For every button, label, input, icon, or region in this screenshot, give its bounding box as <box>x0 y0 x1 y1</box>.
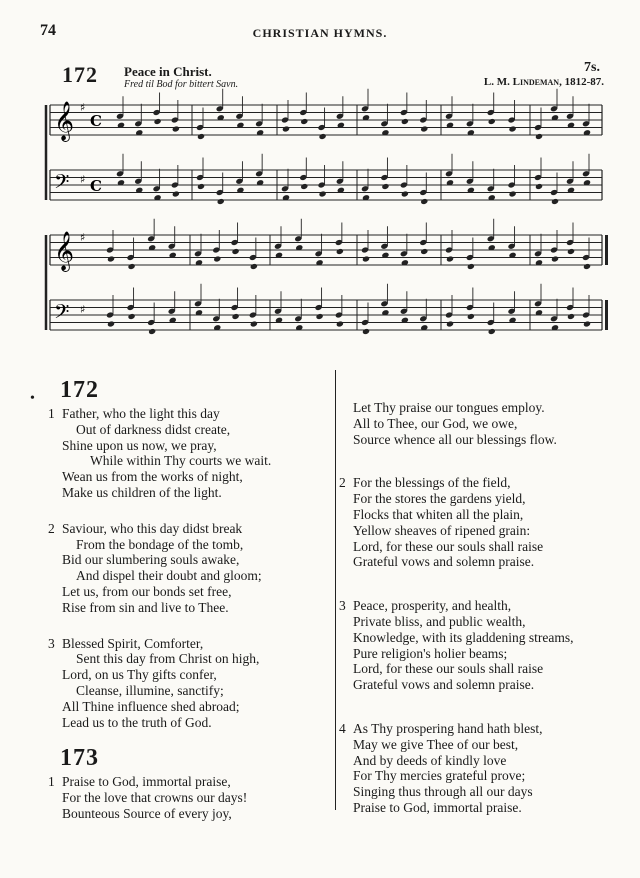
note-head <box>172 190 180 197</box>
hymn-number-heading: 173 <box>60 745 99 772</box>
verse-line: Sent this day from Christ on high, <box>76 651 260 667</box>
note-head <box>300 118 308 125</box>
music-score <box>0 0 640 370</box>
verse-line: All Thine influence shed abroad; <box>62 698 240 714</box>
note-head <box>217 198 225 205</box>
note-head <box>197 133 205 140</box>
verse-line: 4 As Thy prospering hand hath blest, <box>339 720 543 736</box>
verse-line: Knowledge, with its gladdening streams, <box>353 629 574 645</box>
note-head <box>232 248 240 255</box>
note-head <box>362 328 370 335</box>
verse-line: Bounteous Source of every joy, <box>62 805 232 821</box>
sharp-sign: ♯ <box>80 101 86 114</box>
verse-line: Flocks that whiten all the plain, <box>353 506 524 522</box>
sharp-sign: ♯ <box>80 231 86 244</box>
verse-line: 1 Praise to God, immortal praise, <box>48 774 231 790</box>
note-head <box>107 320 115 327</box>
verse-line: Bid our slumbering souls awake, <box>62 552 240 568</box>
sharp-sign: ♯ <box>80 173 86 186</box>
bass-clef: 𝄢 <box>54 170 70 198</box>
verse-line: Singing thus through all our days <box>353 784 533 800</box>
note-head <box>401 190 409 197</box>
stanza-number: 3 <box>48 635 55 651</box>
verse-line: Cleanse, illumine, sanctify; <box>76 682 224 698</box>
stanza <box>48 636 333 731</box>
note-head <box>467 263 475 270</box>
sharp-sign: ♯ <box>80 303 86 316</box>
stanza-number: 1 <box>48 406 55 421</box>
verse-line: 2 Saviour, who this day didst break <box>48 520 243 536</box>
composer: L. M. Lindeman, 1812-87. <box>483 76 604 88</box>
verse-line: Let Thy praise our tongues employ. <box>353 400 545 415</box>
tune-hymn-number: 172 <box>62 62 98 87</box>
note-head <box>420 248 428 255</box>
note-head <box>509 190 517 197</box>
running-head: CHRISTIAN HYMNS. <box>252 26 388 40</box>
note-head <box>420 198 428 205</box>
bass-clef: 𝄢 <box>54 300 70 328</box>
stanza <box>48 406 333 501</box>
verse-line: 3 Blessed Spirit, Comforter, <box>48 635 204 651</box>
verse-line: And by deeds of kindly love <box>353 752 507 768</box>
meter: 7s. <box>584 60 600 75</box>
note-head <box>148 328 156 335</box>
final-barline <box>605 300 608 330</box>
note-head <box>107 255 115 262</box>
verse-line: Grateful vows and solemn praise. <box>353 677 535 693</box>
note-head <box>250 263 258 270</box>
margin-dot: • <box>30 391 35 406</box>
note-head <box>583 263 591 270</box>
tune-subtitle: Fred til Bod for bittert Savn. <box>124 79 239 90</box>
note-head <box>567 248 575 255</box>
note-head <box>420 125 428 132</box>
final-barline <box>605 235 608 265</box>
note-head <box>213 255 221 262</box>
note-head <box>401 118 409 125</box>
note-head <box>488 118 496 125</box>
stanza <box>48 521 333 616</box>
verse-line: Pure religion's holier beams; <box>353 645 508 661</box>
score-systems <box>46 89 608 335</box>
note-head <box>446 255 454 262</box>
column-divider <box>335 370 336 810</box>
verse-line: And dispel their doubt and gloom; <box>76 568 262 584</box>
right-column <box>339 400 634 816</box>
verse-line: Wean us from the works of night, <box>62 469 243 485</box>
verse-line: For the stores the gardens yield, <box>353 491 526 507</box>
note-head <box>362 255 370 262</box>
time-signature: C <box>90 112 102 130</box>
note-head <box>551 198 559 205</box>
note-head <box>567 313 575 320</box>
stanza-number: 2 <box>48 520 55 536</box>
note-head <box>197 183 205 190</box>
verse-line: Lead us to the truth of God. <box>62 714 212 730</box>
verse-line: Let us, from our bonds set free, <box>62 583 232 599</box>
stanza <box>339 598 634 693</box>
note-head <box>316 313 324 320</box>
verse-line: Out of darkness didst create, <box>76 421 231 437</box>
note-head <box>467 313 475 320</box>
verse-line: For Thy mercies grateful prove; <box>353 768 526 784</box>
verse-line: 1 Father, who the light this day <box>48 406 220 421</box>
note-head <box>154 118 162 125</box>
stanza-number: 2 <box>339 475 346 491</box>
verse-line: Praise to God, immortal praise. <box>353 799 522 815</box>
note-head <box>300 183 308 190</box>
note-head <box>535 183 543 190</box>
stanza-number: 1 <box>48 774 55 790</box>
note-head <box>319 190 327 197</box>
verse-line: Make us children of the light. <box>62 484 222 500</box>
note-head <box>250 320 258 327</box>
verse-line: For the love that crowns our days! <box>62 790 248 806</box>
note-head <box>381 183 389 190</box>
note-head <box>336 248 344 255</box>
tune-title: Peace in Christ. <box>124 64 212 79</box>
note-head <box>282 125 290 132</box>
verse-line: While within Thy courts we wait. <box>90 453 272 469</box>
page-number: 74 <box>40 22 56 39</box>
time-signature: C <box>90 177 102 195</box>
verse-line: From the bondage of the tomb, <box>76 536 244 552</box>
stanza <box>48 774 333 821</box>
note-head <box>583 320 591 327</box>
stanza <box>339 475 634 570</box>
stanza-number: 4 <box>339 720 346 736</box>
verse-line: May we give Thee of our best, <box>353 736 519 752</box>
left-column <box>48 376 333 822</box>
verse-line: Source whence all our blessings flow. <box>353 431 557 447</box>
note-head <box>535 133 543 140</box>
verse-line: Shine upon us now, we pray, <box>62 437 217 453</box>
verse-line: Private bliss, and public wealth, <box>353 613 526 629</box>
note-head <box>128 263 136 270</box>
hymn-number-heading: 172 <box>60 377 99 403</box>
note-head <box>319 133 327 140</box>
treble-clef: 𝄞 <box>54 101 75 141</box>
verse-line: Yellow sheaves of ripened grain: <box>353 522 531 538</box>
note-head <box>128 313 136 320</box>
note-head <box>172 125 180 132</box>
note-head <box>509 125 517 132</box>
verse-line: Lord, on us Thy gifts confer, <box>62 667 217 683</box>
note-head <box>446 320 454 327</box>
note-head <box>232 313 240 320</box>
note-head <box>488 328 496 335</box>
stanza-number: 3 <box>339 598 346 614</box>
note-head <box>551 255 559 262</box>
verse-line: Rise from sin and live to Thee. <box>62 599 229 615</box>
verse-line: Lord, for these our souls shall raise <box>353 661 544 677</box>
verse-line: Grateful vows and solemn praise. <box>353 554 535 570</box>
treble-clef: 𝄞 <box>54 231 75 271</box>
verse-line: All to Thee, our God, we owe, <box>353 415 518 431</box>
stanza <box>339 400 634 447</box>
verse-line: 3 Peace, prosperity, and health, <box>339 598 512 614</box>
stanza <box>339 721 634 816</box>
verse-line: Lord, for these our souls shall raise <box>353 538 544 554</box>
note-head <box>336 320 344 327</box>
verse-line: 2 For the blessings of the field, <box>339 475 511 491</box>
